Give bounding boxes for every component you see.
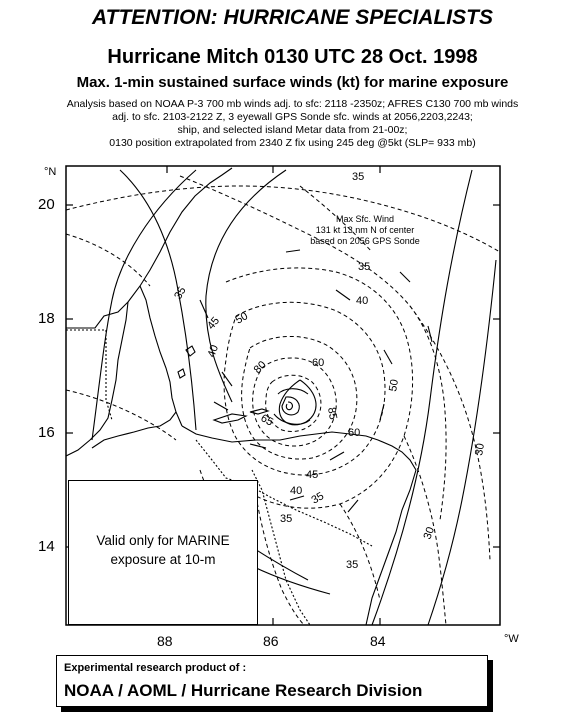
max-wind-line-2: 131 kt 13 nm N of center	[315, 225, 415, 235]
contour-label: 50	[233, 310, 251, 327]
validity-line-2: exposure at 10-m	[110, 552, 216, 567]
contour-label: 65	[258, 412, 276, 429]
lon-label-86: 86	[263, 633, 279, 649]
lon-label-88: 88	[157, 633, 173, 649]
analysis-note-4: 0130 position extrapolated from 2340 Z fix using 245 deg @5kt (SLP= 933 mb)	[109, 137, 476, 149]
analysis-note-1: Analysis based on NOAA P-3 700 mb winds adj. to sfc: 2118 -2350z; AFRES C130 700 mb winds	[66, 98, 519, 110]
validity-line-1: Valid only for MARINE	[96, 533, 230, 548]
max-wind-line-1: Max Sfc. Wind	[335, 214, 394, 224]
contour-label: 85	[325, 406, 339, 421]
lat-unit-label: °N	[44, 166, 57, 178]
lat-label-20: 20	[38, 196, 55, 213]
lon-label-84: 84	[370, 633, 386, 649]
credit-line-2: NOAA / AOML / Hurricane Research Division	[64, 681, 423, 700]
contour-label: 50	[387, 378, 402, 393]
contour-label: 35	[309, 490, 327, 507]
contour-label: 60	[312, 357, 325, 369]
contour-label: 35	[352, 171, 365, 183]
lon-unit-label: °W	[504, 633, 519, 645]
analysis-note-2: adj. to sfc. 2103-2122 Z, 3 eyewall GPS Sonde sfc. winds at 2056,2203,2243;	[112, 111, 473, 123]
lat-label-16: 16	[38, 424, 55, 441]
credit-line-1: Experimental research product of :	[64, 662, 247, 674]
contour-label: 40	[290, 485, 303, 497]
contour-label: 35	[172, 284, 189, 302]
contour-label: 40	[356, 295, 369, 307]
page-title: Hurricane Mitch 0130 UTC 28 Oct. 1998	[107, 46, 478, 68]
contour-label: 35	[358, 261, 371, 273]
contour-label: 45	[306, 469, 319, 481]
contour-label: 80	[251, 358, 269, 377]
lat-label-18: 18	[38, 310, 55, 327]
validity-box	[68, 480, 258, 625]
credit-box	[56, 655, 488, 707]
contour-label: 35	[280, 513, 293, 525]
analysis-note-3: ship, and selected island Metar data from 21-00z;	[177, 124, 408, 136]
attention-heading: ATTENTION: HURRICANE SPECIALISTS	[92, 6, 493, 29]
contour-label: 40	[205, 343, 222, 360]
page-subtitle: Max. 1-min sustained surface winds (kt) for marine exposure	[76, 74, 509, 91]
contour-label: 30	[473, 442, 488, 457]
lat-label-14: 14	[38, 538, 55, 555]
contour-label: 35	[346, 559, 359, 571]
max-wind-line-3: based on 2056 GPS Sonde	[310, 236, 420, 246]
contour-label: 30	[421, 525, 438, 542]
max-wind-note	[290, 214, 440, 247]
contour-label: 45	[205, 314, 223, 332]
contour-label: 60	[348, 427, 361, 439]
